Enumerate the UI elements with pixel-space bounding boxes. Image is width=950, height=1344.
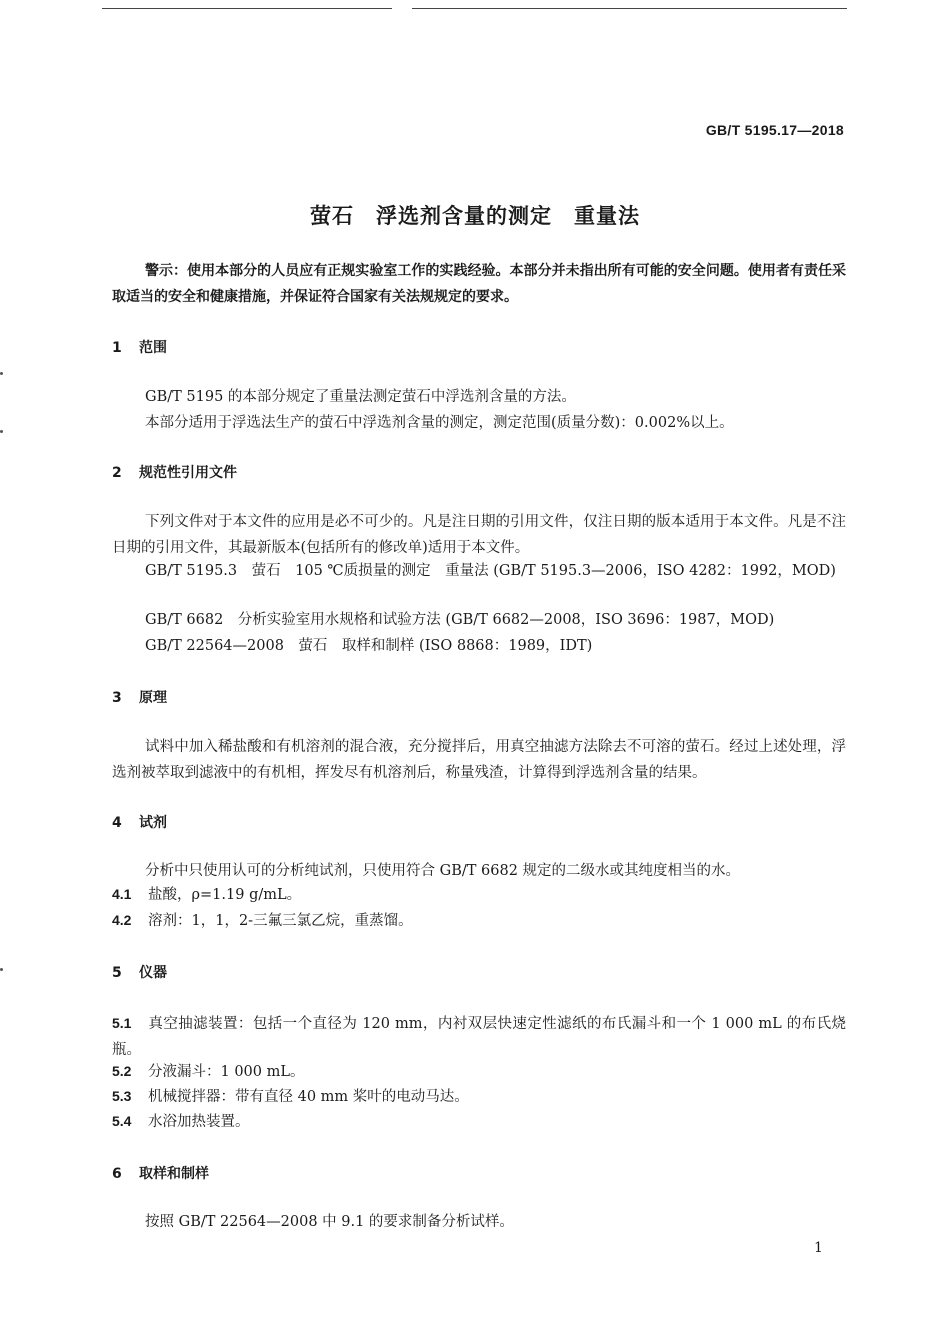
section-heading-scope (112, 337, 167, 357)
reagent-item (112, 883, 301, 904)
section-title: 试剂 (139, 815, 167, 831)
scan-edge-line (412, 8, 847, 9)
item-text: 分液漏斗：1 000 mL。 (148, 1064, 305, 1080)
scan-artifact (0, 968, 3, 971)
section-number: 1 (112, 340, 122, 356)
scan-artifact (0, 430, 3, 433)
item-number: 4.1 (112, 886, 132, 902)
section-title: 规范性引用文件 (139, 465, 237, 481)
item-text: 水浴加热装置。 (148, 1114, 250, 1130)
section-heading-reagents (112, 812, 167, 832)
section-heading-apparatus (112, 962, 167, 982)
item-text: 机械搅拌器：带有直径 40 mm 桨叶的电动马达。 (148, 1089, 469, 1105)
section-heading-sampling (112, 1163, 209, 1183)
section-number: 6 (112, 1166, 122, 1182)
section-number: 2 (112, 465, 122, 481)
apparatus-item (112, 1010, 846, 1063)
warning-paragraph: 警示：使用本部分的人员应有正规实验室工作的实践经验。本部分并未指出所有可能的安全问题。使用者有责任采取适当的安全和健康措施，并保证符合国家有关法规规定的要求。 (112, 263, 846, 305)
scope-paragraph-1: GB/T 5195 的本部分规定了重量法测定萤石中浮选剂含量的方法。 (145, 389, 576, 405)
section-number: 5 (112, 965, 122, 981)
section-heading-principle (112, 687, 167, 707)
reference-item: GB/T 6682 分析实验室用水规格和试验方法 (GB/T 6682—2008，ISO 3696：1987，MOD) (145, 612, 775, 628)
item-number: 5.1 (112, 1015, 132, 1031)
standard-number: GB/T 5195.17—2018 (705, 122, 844, 138)
section-title: 仪器 (139, 965, 167, 981)
apparatus-item (112, 1110, 250, 1131)
section-heading-references (112, 462, 237, 482)
item-text: 溶剂：1，1，2-三氟三氯乙烷，重蒸馏。 (148, 913, 413, 929)
apparatus-item (112, 1060, 305, 1081)
section-number: 4 (112, 815, 122, 831)
scan-edge-line (102, 8, 392, 9)
item-text: 真空抽滤装置：包括一个直径为 120 mm，内衬双层快速定性滤纸的布氏漏斗和一个 1 000 mL 的布氏烧瓶。 (112, 1016, 846, 1058)
section-title: 原理 (139, 690, 167, 706)
sampling-paragraph: 按照 GB/T 22564—2008 中 9.1 的要求制备分析试样。 (145, 1214, 514, 1230)
document-title: 萤石 浮选剂含量的测定 重量法 (310, 204, 640, 228)
reference-item: GB/T 5195.3 萤石 105 ℃质损量的测定 重量法 (GB/T 5195.3—2006，ISO 4282：1992，MOD) (145, 563, 836, 579)
reference-item: GB/T 22564—2008 萤石 取样和制样 (ISO 8868：1989，IDT) (145, 638, 593, 654)
item-number: 4.2 (112, 912, 132, 928)
item-number: 5.4 (112, 1113, 132, 1129)
references-intro: 下列文件对于本文件的应用是必不可少的。凡是注日期的引用文件，仅注日期的版本适用于本文件。凡是不注日期的引用文件，其最新版本(包括所有的修改单)适用于本文件。 (112, 514, 846, 556)
item-number: 5.3 (112, 1088, 132, 1104)
item-number: 5.2 (112, 1063, 132, 1079)
page-number: 1 (814, 1240, 823, 1256)
apparatus-item (112, 1085, 469, 1106)
section-title: 范围 (139, 340, 167, 356)
section-title: 取样和制样 (139, 1166, 209, 1182)
section-number: 3 (112, 690, 122, 706)
principle-paragraph: 试料中加入稀盐酸和有机溶剂的混合液，充分搅拌后，用真空抽滤方法除去不可溶的萤石。经过上述处理，浮选剂被萃取到滤液中的有机相，挥发尽有机溶剂后，称量残渣，计算得到浮选剂含量的结果。 (112, 739, 846, 781)
item-text: 盐酸，ρ=1.19 g/mL。 (148, 887, 302, 903)
reagent-item (112, 909, 413, 930)
scope-paragraph-2: 本部分适用于浮选法生产的萤石中浮选剂含量的测定，测定范围(质量分数)：0.002%以上。 (145, 415, 734, 431)
scan-artifact (0, 372, 3, 375)
reagents-intro: 分析中只使用认可的分析纯试剂，只使用符合 GB/T 6682 规定的二级水或其纯度相当的水。 (145, 863, 741, 879)
